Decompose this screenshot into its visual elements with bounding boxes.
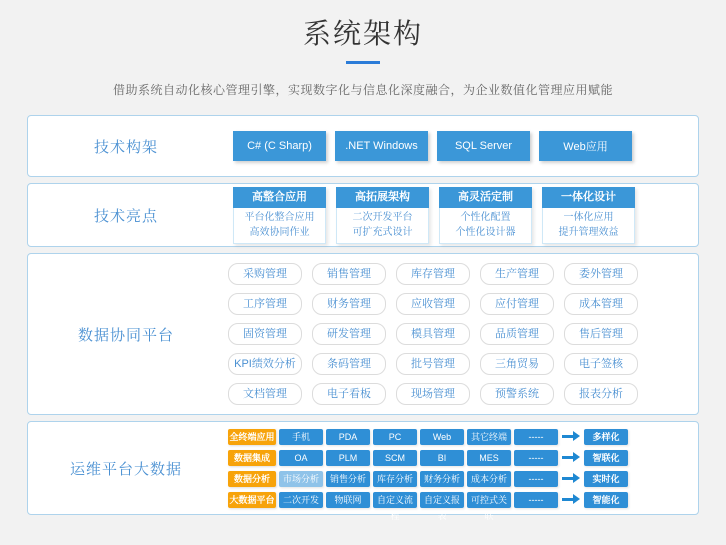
bigdata-item[interactable]: 销售分析 xyxy=(326,471,370,487)
module-chip[interactable]: 条码管理 xyxy=(312,353,386,375)
module-chip[interactable]: 电子签核 xyxy=(564,353,638,375)
highlight-card-body xyxy=(439,208,532,244)
bigdata-item[interactable]: 自定义报表 xyxy=(420,492,464,508)
bigdata-row-analysis xyxy=(228,471,698,487)
bigdata-body xyxy=(224,422,698,521)
bigdata-row-platform xyxy=(228,492,698,521)
highlight-card-title: 高整合应用 xyxy=(233,187,326,208)
bigdata-item[interactable]: 可控式关联 xyxy=(467,492,511,508)
module-chip[interactable]: 生产管理 xyxy=(480,263,554,285)
result-button[interactable]: 智联化 xyxy=(584,450,628,466)
data-platform-label: 数据协同平台 xyxy=(77,326,174,344)
highlight-card[interactable] xyxy=(336,187,429,244)
category-tag: 数据分析 xyxy=(228,471,276,487)
bigdata-item[interactable]: PC xyxy=(373,429,417,445)
module-chip[interactable]: 报表分析 xyxy=(564,383,638,405)
arrow-right-icon xyxy=(561,471,581,487)
module-chip[interactable]: KPI绩效分析 xyxy=(228,353,302,375)
module-chip[interactable]: 财务管理 xyxy=(312,293,386,315)
result-button[interactable]: 智能化 xyxy=(584,492,628,508)
title-underline xyxy=(346,61,380,64)
bigdata-item[interactable]: 其它终端 xyxy=(467,429,511,445)
highlight-card-line: 提升管理效益 xyxy=(558,226,619,238)
highlight-card-title: 高灵活定制 xyxy=(439,187,532,208)
bigdata-item[interactable]: 成本分析 xyxy=(467,471,511,487)
category-tag: 数据集成 xyxy=(228,450,276,466)
bigdata-item[interactable]: OA xyxy=(279,450,323,466)
category-tag: 大数据平台 xyxy=(228,492,276,508)
bigdata-row-terminals xyxy=(228,429,698,445)
panel-tech-stack xyxy=(27,115,699,177)
module-chip[interactable]: 预警系统 xyxy=(480,383,554,405)
bigdata-item[interactable]: PDA xyxy=(326,429,370,445)
bigdata-item[interactable]: Web xyxy=(420,429,464,445)
module-chip[interactable]: 应收管理 xyxy=(396,293,470,315)
panels-container xyxy=(27,115,699,521)
page-title: 系统架构 xyxy=(302,18,423,49)
module-chip[interactable]: 研发管理 xyxy=(312,323,386,345)
bigdata-item[interactable]: MES xyxy=(467,450,511,466)
highlight-card-line: 可扩充式设计 xyxy=(352,226,413,238)
tech-button-sqlserver[interactable]: SQL Server xyxy=(437,131,530,161)
module-chip[interactable]: 应付管理 xyxy=(480,293,554,315)
highlight-card-body xyxy=(336,208,429,244)
result-button[interactable]: 多样化 xyxy=(584,429,628,445)
highlight-card-line: 二次开发平台 xyxy=(352,211,413,223)
tech-stack-label: 技术构架 xyxy=(93,138,158,156)
highlight-card-body xyxy=(233,208,326,244)
highlight-card-line: 个性化设计器 xyxy=(455,226,516,238)
highlight-card-body xyxy=(542,208,635,244)
arrow-right-icon xyxy=(561,492,581,508)
arrow-right-icon xyxy=(561,450,581,466)
bigdata-item[interactable]: PLM xyxy=(326,450,370,466)
module-chip[interactable]: 电子看板 xyxy=(312,383,386,405)
tech-stack-body xyxy=(224,116,698,176)
module-chip[interactable]: 库存管理 xyxy=(396,263,470,285)
bigdata-item[interactable]: SCM xyxy=(373,450,417,466)
panel-data-platform xyxy=(27,253,699,415)
highlight-card-line: 个性化配置 xyxy=(460,211,511,223)
module-chip[interactable]: 委外管理 xyxy=(564,263,638,285)
category-tag: 全终端应用 xyxy=(228,429,276,445)
arrow-right-icon xyxy=(561,429,581,445)
highlights-body xyxy=(224,184,698,246)
data-platform-grid xyxy=(224,254,698,414)
tech-button-dotnet[interactable]: .NET Windows xyxy=(335,131,428,161)
panel-bigdata xyxy=(27,421,699,521)
page-header xyxy=(0,0,726,98)
module-chip[interactable]: 固资管理 xyxy=(228,323,302,345)
bigdata-item[interactable]: ----- xyxy=(514,429,558,445)
bigdata-item[interactable]: 市场分析 xyxy=(279,471,323,487)
highlight-card-line: 高效协同作业 xyxy=(249,226,310,238)
panel-highlights xyxy=(27,183,699,247)
bigdata-item[interactable]: 物联网 xyxy=(326,492,370,508)
bigdata-item[interactable]: 自定义流程 xyxy=(373,492,417,508)
bigdata-item[interactable]: 财务分析 xyxy=(420,471,464,487)
bigdata-label: 运维平台大数据 xyxy=(69,460,182,478)
highlight-card[interactable] xyxy=(542,187,635,244)
highlight-card-title: 一体化设计 xyxy=(542,187,635,208)
module-chip[interactable]: 销售管理 xyxy=(312,263,386,285)
module-chip[interactable]: 采购管理 xyxy=(228,263,302,285)
highlights-label: 技术亮点 xyxy=(93,207,158,225)
module-chip[interactable]: 文档管理 xyxy=(228,383,302,405)
module-chip[interactable]: 批号管理 xyxy=(396,353,470,375)
module-chip[interactable]: 现场管理 xyxy=(396,383,470,405)
bigdata-item[interactable]: ----- xyxy=(514,492,558,508)
highlight-card-line: 一体化应用 xyxy=(563,211,614,223)
module-chip[interactable]: 三角贸易 xyxy=(480,353,554,375)
bigdata-item[interactable]: ----- xyxy=(514,471,558,487)
module-chip[interactable]: 工序管理 xyxy=(228,293,302,315)
page-subtitle: 借助系统自动化核心管理引擎，实现数字化与信息化深度融合，为企业数值化管理应用赋能 xyxy=(112,83,613,97)
result-button[interactable]: 实时化 xyxy=(584,471,628,487)
bigdata-item[interactable]: 二次开发 xyxy=(279,492,323,508)
highlight-card[interactable] xyxy=(233,187,326,244)
module-chip[interactable]: 模具管理 xyxy=(396,323,470,345)
module-chip[interactable]: 品质管理 xyxy=(480,323,554,345)
bigdata-item[interactable]: ----- xyxy=(514,450,558,466)
highlight-card[interactable] xyxy=(439,187,532,244)
module-chip[interactable]: 售后管理 xyxy=(564,323,638,345)
bigdata-item[interactable]: 库存分析 xyxy=(373,471,417,487)
tech-button-csharp[interactable]: C# (C Sharp) xyxy=(233,131,326,161)
bigdata-row-integration xyxy=(228,450,698,466)
highlight-card-title: 高拓展架构 xyxy=(336,187,429,208)
module-chip[interactable]: 成本管理 xyxy=(564,293,638,315)
highlight-card-line: 平台化整合应用 xyxy=(244,211,315,223)
bigdata-item[interactable]: BI xyxy=(420,450,464,466)
tech-button-web[interactable]: Web应用 xyxy=(539,131,632,161)
bigdata-item[interactable]: 手机 xyxy=(279,429,323,445)
